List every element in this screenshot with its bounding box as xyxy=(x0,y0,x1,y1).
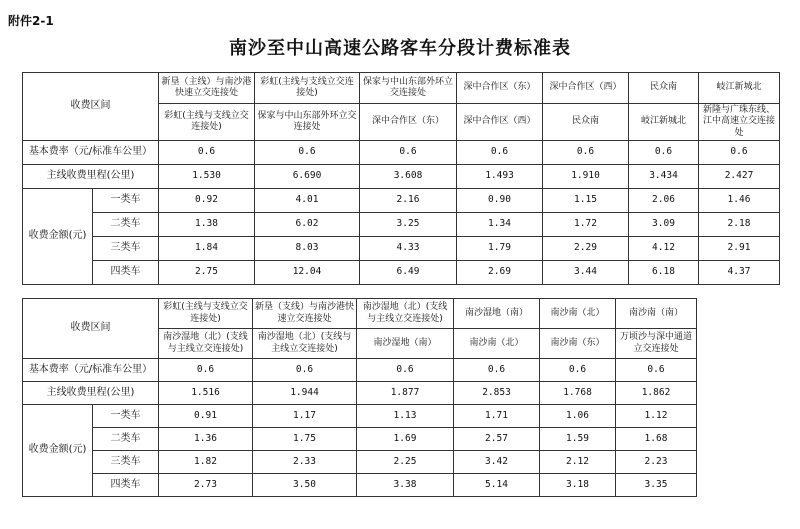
section-to: 万顷沙与深中通道立交连接处 xyxy=(616,329,697,359)
base-rate-label: 基本费率（元/标准车公里） xyxy=(23,359,159,382)
base-rate-row xyxy=(23,359,697,382)
fee-value: 2.69 xyxy=(457,260,543,284)
mileage-value: 3.608 xyxy=(360,164,457,188)
fee-row xyxy=(23,260,780,284)
mileage-label: 主线收费里程(公里) xyxy=(23,382,159,405)
fee-value: 1.12 xyxy=(616,405,697,428)
fee-amount-label: 收费金额(元) xyxy=(23,405,93,497)
fee-table-1 xyxy=(22,72,780,285)
section-from: 保家与中山东部外环立交连接处 xyxy=(360,73,457,104)
fee-value: 5.14 xyxy=(454,474,540,497)
section-header: 收费区间 xyxy=(23,299,159,359)
fee-value: 1.75 xyxy=(253,428,357,451)
section-from: 新垦（支线）与南沙港快速立交连接处 xyxy=(253,299,357,329)
section-from-row xyxy=(23,299,697,329)
mileage-value: 1.910 xyxy=(543,164,629,188)
fee-value: 2.25 xyxy=(357,451,454,474)
section-from: 新垦（主线）与南沙港快速立交连接处 xyxy=(159,73,255,104)
fee-value: 1.46 xyxy=(699,188,780,212)
fee-value: 6.02 xyxy=(255,212,360,236)
fee-row xyxy=(23,405,697,428)
vehicle-class-label: 一类车 xyxy=(93,188,159,212)
fee-value: 2.29 xyxy=(543,236,629,260)
base-rate-value: 0.6 xyxy=(616,359,697,382)
base-rate-row xyxy=(23,140,780,164)
base-rate-value: 0.6 xyxy=(253,359,357,382)
fee-amount-label: 收费金额(元) xyxy=(23,188,93,284)
mileage-value: 6.690 xyxy=(255,164,360,188)
fee-value: 3.44 xyxy=(543,260,629,284)
section-to: 深中合作区（西） xyxy=(457,104,543,141)
fee-value: 3.42 xyxy=(454,451,540,474)
base-rate-value: 0.6 xyxy=(457,140,543,164)
mileage-value: 2.427 xyxy=(699,164,780,188)
section-from: 南沙湿地（北）(支线与主线立交连接处) xyxy=(357,299,454,329)
section-from: 深中合作区（西） xyxy=(543,73,629,104)
section-to: 南沙南（北） xyxy=(454,329,540,359)
section-from: 南沙南（北） xyxy=(540,299,616,329)
fee-value: 3.38 xyxy=(357,474,454,497)
fee-value: 2.16 xyxy=(360,188,457,212)
fee-row xyxy=(23,236,780,260)
mileage-value: 1.493 xyxy=(457,164,543,188)
mileage-value: 1.862 xyxy=(616,382,697,405)
fee-value: 4.01 xyxy=(255,188,360,212)
section-to: 南沙湿地（北）(支线与主线立交连接处) xyxy=(253,329,357,359)
fee-table-2 xyxy=(22,298,697,497)
fee-value: 2.06 xyxy=(629,188,699,212)
mileage-value: 1.877 xyxy=(357,382,454,405)
mileage-value: 1.530 xyxy=(159,164,255,188)
fee-value: 1.17 xyxy=(253,405,357,428)
section-to: 南沙湿地（南） xyxy=(357,329,454,359)
fee-value: 0.90 xyxy=(457,188,543,212)
vehicle-class-label: 四类车 xyxy=(93,260,159,284)
fee-value: 1.38 xyxy=(159,212,255,236)
base-rate-label: 基本费率（元/标准车公里） xyxy=(23,140,159,164)
base-rate-value: 0.6 xyxy=(159,359,253,382)
fee-value: 2.73 xyxy=(159,474,253,497)
fee-value: 1.82 xyxy=(159,451,253,474)
fee-value: 2.23 xyxy=(616,451,697,474)
fee-value: 3.35 xyxy=(616,474,697,497)
fee-value: 1.79 xyxy=(457,236,543,260)
base-rate-value: 0.6 xyxy=(629,140,699,164)
fee-value: 1.34 xyxy=(457,212,543,236)
fee-value: 4.33 xyxy=(360,236,457,260)
fee-row xyxy=(23,451,697,474)
section-to: 彩虹(主线与支线立交连接处) xyxy=(159,104,255,141)
vehicle-class-label: 二类车 xyxy=(93,428,159,451)
base-rate-value: 0.6 xyxy=(255,140,360,164)
fee-value: 8.03 xyxy=(255,236,360,260)
section-to: 岐江新城北 xyxy=(629,104,699,141)
fee-value: 4.37 xyxy=(699,260,780,284)
fee-value: 1.36 xyxy=(159,428,253,451)
section-from: 民众南 xyxy=(629,73,699,104)
fee-value: 3.18 xyxy=(540,474,616,497)
base-rate-value: 0.6 xyxy=(543,140,629,164)
mileage-row xyxy=(23,164,780,188)
fee-value: 12.04 xyxy=(255,260,360,284)
section-from: 岐江新城北 xyxy=(699,73,780,104)
section-from: 深中合作区（东） xyxy=(457,73,543,104)
mileage-value: 1.768 xyxy=(540,382,616,405)
section-to: 保家与中山东部外环立交连接处 xyxy=(255,104,360,141)
vehicle-class-label: 三类车 xyxy=(93,236,159,260)
section-from: 南沙湿地（南） xyxy=(454,299,540,329)
fee-row xyxy=(23,212,780,236)
section-to: 深中合作区（东） xyxy=(360,104,457,141)
section-header: 收费区间 xyxy=(23,73,159,141)
fee-value: 2.33 xyxy=(253,451,357,474)
vehicle-class-label: 二类车 xyxy=(93,212,159,236)
vehicle-class-label: 三类车 xyxy=(93,451,159,474)
fee-value: 1.72 xyxy=(543,212,629,236)
fee-value: 2.18 xyxy=(699,212,780,236)
mileage-value: 1.516 xyxy=(159,382,253,405)
mileage-value: 1.944 xyxy=(253,382,357,405)
fee-value: 1.69 xyxy=(357,428,454,451)
fee-value: 4.12 xyxy=(629,236,699,260)
mileage-row xyxy=(23,382,697,405)
fee-value: 0.92 xyxy=(159,188,255,212)
fee-value: 2.91 xyxy=(699,236,780,260)
fee-value: 1.13 xyxy=(357,405,454,428)
mileage-label: 主线收费里程(公里) xyxy=(23,164,159,188)
section-to: 南沙南（东） xyxy=(540,329,616,359)
fee-value: 6.18 xyxy=(629,260,699,284)
base-rate-value: 0.6 xyxy=(699,140,780,164)
vehicle-class-label: 四类车 xyxy=(93,474,159,497)
base-rate-value: 0.6 xyxy=(540,359,616,382)
attachment-label: 附件2-1 xyxy=(8,14,54,28)
fee-value: 3.25 xyxy=(360,212,457,236)
fee-value: 1.71 xyxy=(454,405,540,428)
section-from-row xyxy=(23,73,780,104)
base-rate-value: 0.6 xyxy=(357,359,454,382)
fee-value: 2.75 xyxy=(159,260,255,284)
fee-value: 3.09 xyxy=(629,212,699,236)
fee-value: 1.15 xyxy=(543,188,629,212)
fee-value: 0.91 xyxy=(159,405,253,428)
section-to: 新隆与广珠东线、江中高速立交连接处 xyxy=(699,104,780,141)
fee-value: 2.12 xyxy=(540,451,616,474)
fee-row xyxy=(23,428,697,451)
vehicle-class-label: 一类车 xyxy=(93,405,159,428)
fee-value: 6.49 xyxy=(360,260,457,284)
document-title: 南沙至中山高速公路客车分段计费标准表 xyxy=(229,38,571,59)
fee-row xyxy=(23,188,780,212)
mileage-value: 3.434 xyxy=(629,164,699,188)
section-to: 南沙湿地（北）(支线与主线立交连接处) xyxy=(159,329,253,359)
fee-value: 1.06 xyxy=(540,405,616,428)
section-from: 南沙南（南） xyxy=(616,299,697,329)
fee-value: 1.68 xyxy=(616,428,697,451)
fee-row xyxy=(23,474,697,497)
fee-value: 1.59 xyxy=(540,428,616,451)
fee-value: 3.50 xyxy=(253,474,357,497)
base-rate-value: 0.6 xyxy=(454,359,540,382)
fee-value: 2.57 xyxy=(454,428,540,451)
base-rate-value: 0.6 xyxy=(159,140,255,164)
section-to: 民众南 xyxy=(543,104,629,141)
section-from: 彩虹(主线与支线立交连接处) xyxy=(255,73,360,104)
section-from: 彩虹(主线与支线立交连接处) xyxy=(159,299,253,329)
mileage-value: 2.853 xyxy=(454,382,540,405)
base-rate-value: 0.6 xyxy=(360,140,457,164)
fee-value: 1.84 xyxy=(159,236,255,260)
